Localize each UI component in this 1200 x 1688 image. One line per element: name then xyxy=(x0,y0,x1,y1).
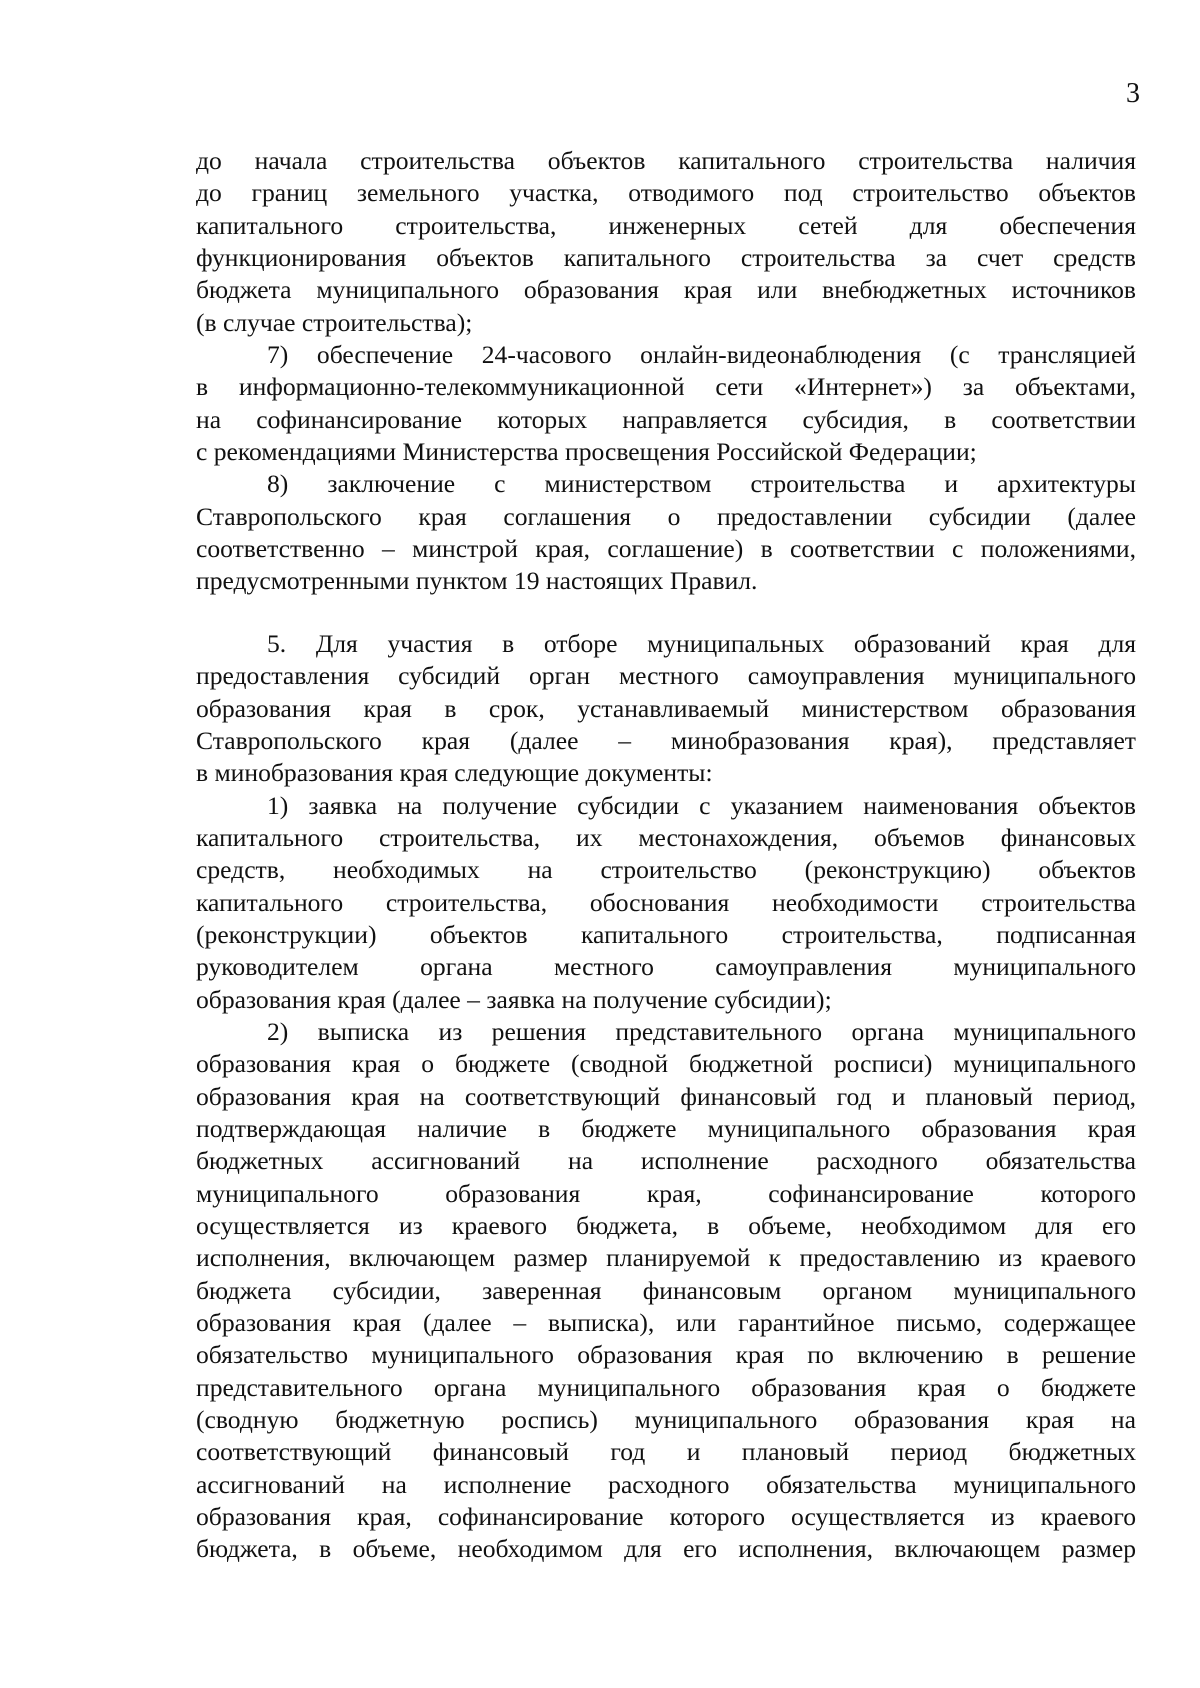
text-line: 1) заявка на получение субсидии с указанием наименования объектов xyxy=(267,790,1136,820)
text-line: соответствующий финансовый год и плановый период бюджетных xyxy=(196,1437,1136,1467)
text-line: муниципального образования края, софинансирование которого xyxy=(196,1178,1136,1208)
text-line: 7) обеспечение 24-часового онлайн-видеонаблюдения (с трансляцией xyxy=(267,340,1136,370)
text-line: исполнения, включающем размер планируемой к предоставлению из краевого xyxy=(196,1243,1136,1273)
text-line: подтверждающая наличие в бюджете муниципального образования края xyxy=(196,1113,1136,1143)
text-line: образования края (далее – выписка), или гарантийное письмо, содержащее xyxy=(196,1308,1136,1338)
text-line: капитального строительства, инженерных сетей для обеспечения xyxy=(196,210,1136,240)
text-line: образования края о бюджете (сводной бюджетной росписи) муниципального xyxy=(196,1049,1136,1079)
text-line: Ставропольского края (далее – минобразования края), представляет xyxy=(196,725,1136,755)
paragraph-subitem-1 xyxy=(196,790,1136,1016)
text-line: с рекомендациями Министерства просвещения Российской Федерации; xyxy=(196,437,977,467)
text-line: образования края на соответствующий финансовый год и плановый период, xyxy=(196,1081,1136,1111)
paragraph-section-5 xyxy=(196,628,1136,790)
text-line: (сводную бюджетную роспись) муниципального образования края на xyxy=(196,1405,1136,1435)
text-line: предоставления субсидий орган местного самоуправления муниципального xyxy=(196,661,1136,691)
text-line: бюджета, в объеме, необходимом для его исполнения, включающем размер xyxy=(196,1534,1136,1564)
text-line: средств, необходимых на строительство (реконструкцию) объектов xyxy=(196,855,1136,885)
text-line: в информационно-телекоммуникационной сети «Интернет») за объектами, xyxy=(196,372,1136,402)
text-line: на софинансирование которых направляется субсидия, в соответствии xyxy=(196,404,1136,434)
text-line: 2) выписка из решения представительного органа муниципального xyxy=(267,1016,1136,1046)
text-line: обязательство муниципального образования края по включению в решение xyxy=(196,1340,1136,1370)
text-line: (реконструкции) объектов капитального строительства, подписанная xyxy=(196,919,1136,949)
text-line: до начала строительства объектов капитального строительства наличия xyxy=(196,146,1136,175)
text-line: 5. Для участия в отборе муниципальных образований края для xyxy=(267,628,1136,658)
text-line: бюджетных ассигнований на исполнение расходного обязательства xyxy=(196,1146,1136,1176)
text-line: осуществляется из краевого бюджета, в объеме, необходимом для его xyxy=(196,1211,1136,1240)
text-line: образования края (далее – заявка на получение субсидии); xyxy=(196,984,832,1014)
text-line: капитального строительства, их местонахождения, объемов финансовых xyxy=(196,822,1136,852)
text-line: в минобразования края следующие документы: xyxy=(196,758,713,788)
text-line: бюджета муниципального образования края или внебюджетных источников xyxy=(196,275,1136,305)
paragraph-continuation xyxy=(196,145,1136,339)
document-body xyxy=(196,145,1136,1566)
paragraph-gap xyxy=(196,598,1136,628)
text-line: образования края в срок, устанавливаемый министерством образования xyxy=(196,693,1136,723)
text-line: предусмотренными пунктом 19 настоящих Правил. xyxy=(196,566,758,596)
paragraph-item-7 xyxy=(196,339,1136,468)
text-line: руководителем органа местного самоуправления муниципального xyxy=(196,952,1136,982)
text-line: (в случае строительства); xyxy=(196,307,473,337)
paragraph-item-8 xyxy=(196,468,1136,597)
text-line: функционирования объектов капитального строительства за счет средств xyxy=(196,243,1136,273)
text-line: 8) заключение с министерством строительства и архитектуры xyxy=(267,469,1136,499)
paragraph-subitem-2 xyxy=(196,1016,1136,1566)
text-line: соответственно – минстрой края, соглашение) в соответствии с положениями, xyxy=(196,534,1136,564)
page-number: 3 xyxy=(1126,78,1140,109)
text-line: Ставропольского края соглашения о предоставлении субсидии (далее xyxy=(196,501,1136,531)
text-line: образования края, софинансирование которого осуществляется из краевого xyxy=(196,1502,1136,1532)
text-line: ассигнований на исполнение расходного обязательства муниципального xyxy=(196,1469,1136,1499)
text-line: до границ земельного участка, отводимого под строительство объектов xyxy=(196,178,1136,208)
text-line: представительного органа муниципального образования края о бюджете xyxy=(196,1372,1136,1402)
text-line: бюджета субсидии, заверенная финансовым органом муниципального xyxy=(196,1275,1136,1305)
text-line: капитального строительства, обоснования необходимости строительства xyxy=(196,887,1136,917)
